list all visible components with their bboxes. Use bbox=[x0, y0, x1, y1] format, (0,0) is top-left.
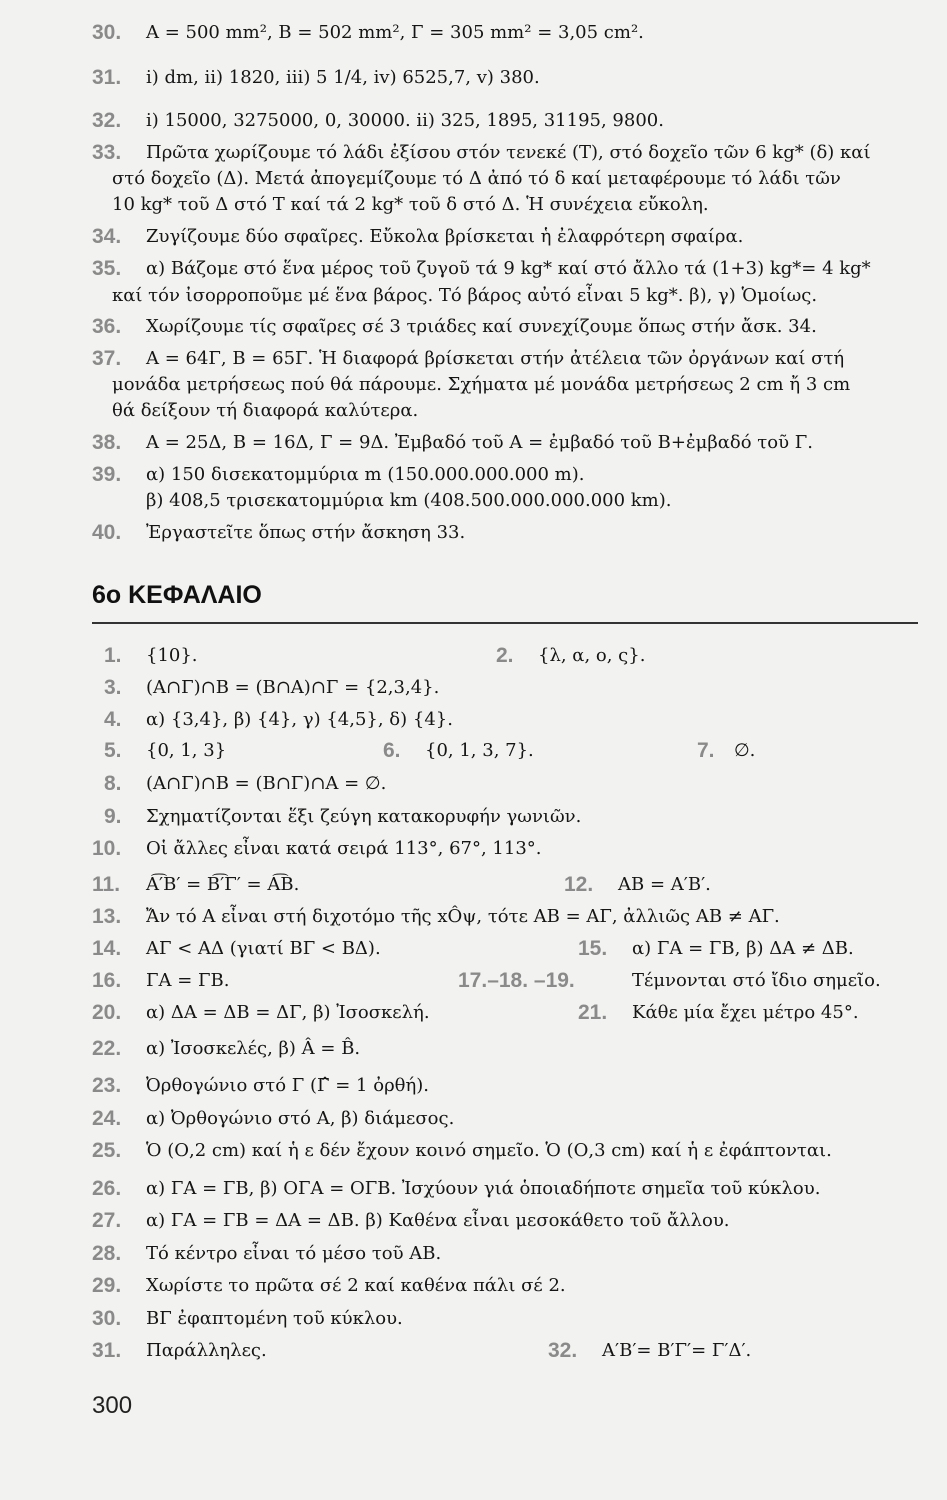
answer-number: 13. bbox=[92, 905, 122, 928]
answer-number: 31. bbox=[92, 1339, 122, 1362]
answer-text: {0, 1, 3, 7}. bbox=[425, 740, 534, 761]
answer-text: α) ΔΑ = ΔΒ = ΔΓ, β) Ἰσοσκελή. bbox=[146, 1002, 430, 1023]
answer-text: Ζυγίζουμε δύο σφαῖρες. Εὔκολα βρίσκεται ἡ ἐλαφρότερη σφαίρα. bbox=[146, 226, 744, 247]
answer-text: Α = 500 mm², Β = 502 mm², Γ = 305 mm² = 3,05 cm². bbox=[146, 22, 644, 43]
answer-text: Χωρίστε το πρῶτα σέ 2 καί καθένα πάλι σέ 2. bbox=[146, 1275, 566, 1296]
answer-text: ΒΓ ἐφαπτομένη τοῦ κύκλου. bbox=[146, 1308, 403, 1329]
answer-text: α) ΓΑ = ΓΒ, β) ΔΑ ≠ ΔΒ. bbox=[632, 938, 854, 959]
answer-number: 10. bbox=[92, 837, 122, 860]
answer-text: (Α∩Γ)∩Β = (Β∩Γ)∩Α = ∅. bbox=[146, 773, 387, 794]
answer-number: 23. bbox=[92, 1074, 122, 1097]
answer-text: Ὁ (Ο,2 cm) καί ἡ ε δέν ἔχουν κοινό σημεῖο. Ὁ (Ο,3 cm) καί ἡ ε ἐφάπτονται. bbox=[146, 1140, 832, 1161]
answer-number: 20. bbox=[92, 1001, 122, 1024]
answer-number: 7. bbox=[697, 739, 715, 762]
answer-number: 11. bbox=[92, 873, 121, 896]
answer-number: 32. bbox=[92, 109, 122, 132]
answer-text: Ὀρθογώνιο στό Γ (Γ̂ = 1 ὀρθή). bbox=[146, 1075, 430, 1096]
answer-text: α) Βάζομε στό ἕνα μέρος τοῦ ζυγοῦ τά 9 kg* καί στό ἄλλο τά (1+3) kg*= 4 kg* bbox=[146, 258, 871, 279]
answer-number: 22. bbox=[92, 1037, 122, 1060]
chapter-divider bbox=[92, 622, 918, 624]
answer-number: 36. bbox=[92, 315, 122, 338]
answer-text: α) Ἰσοσκελές, β) Â = B̂. bbox=[146, 1038, 361, 1059]
answer-number: 30. bbox=[92, 1307, 122, 1330]
answer-text: α) {3,4}, β) {4}, γ) {4,5}, δ) {4}. bbox=[146, 709, 453, 730]
answer-text: 10 kg* τοῦ Δ στό Τ καί τά 2 kg* τοῦ δ στό Δ. Ἡ συνέχεια εὔκολη. bbox=[112, 194, 709, 215]
answer-number: 12. bbox=[564, 873, 594, 896]
answer-number: 3. bbox=[104, 676, 122, 699]
answer-number: 30. bbox=[92, 21, 122, 44]
answer-text: ΑΒ = Α′Β′. bbox=[618, 874, 711, 895]
answer-text: i) dm, ii) 1820, iii) 5 1/4, iv) 6525,7, v) 380. bbox=[146, 67, 540, 88]
answer-number: 31. bbox=[92, 66, 122, 89]
answer-number: 14. bbox=[92, 937, 122, 960]
answer-number: 28. bbox=[92, 1242, 122, 1265]
answer-text: α) ΓΑ = ΓΒ = ΔΑ = ΔΒ. β) Καθένα εἶναι μεσοκάθετο τοῦ ἄλλου. bbox=[146, 1210, 730, 1231]
answer-text: ΓΑ = ΓΒ. bbox=[146, 970, 230, 991]
answer-text: Πρῶτα χωρίζουμε τό λάδι ἐξίσου στόν τενεκέ (Τ), στό δοχεῖο τῶν 6 kg* (δ) καί bbox=[146, 142, 871, 163]
answer-text: Ἐργαστεῖτε ὅπως στήν ἄσκηση 33. bbox=[146, 522, 466, 543]
answer-text: Α͡′Β′ = Β͡′Γ′ = Α͡Β. bbox=[146, 874, 300, 895]
answer-text: α) Ὀρθογώνιο στό Α, β) διάμεσος. bbox=[146, 1108, 455, 1129]
answer-text: β) 408,5 τρισεκατομμύρια km (408.500.000.000.000 km). bbox=[146, 490, 672, 511]
answer-text: Τέμνονται στό ἴδιο σημεῖο. bbox=[632, 970, 881, 991]
answer-number: 5. bbox=[104, 739, 122, 762]
answer-text: Σχηματίζονται ἕξι ζεύγη κατακορυφήν γωνιῶν. bbox=[146, 806, 582, 827]
answer-number: 4. bbox=[104, 708, 122, 731]
answer-text: Ἄν τό Α εἶναι στή διχοτόμο τῆς xÔψ, τότε ΑΒ = ΑΓ, ἀλλιῶς ΑΒ ≠ ΑΓ. bbox=[146, 906, 780, 927]
answer-text: α) 150 δισεκατομμύρια m (150.000.000.000 m). bbox=[146, 464, 585, 485]
page-number: 300 bbox=[92, 1392, 133, 1419]
answer-text: Οἱ ἄλλες εἶναι κατά σειρά 113°, 67°, 113°. bbox=[146, 838, 542, 859]
answer-number: 16. bbox=[92, 969, 122, 992]
answer-number: 2. bbox=[496, 644, 514, 667]
answer-number: 35. bbox=[92, 257, 122, 280]
answer-number: 25. bbox=[92, 1139, 122, 1162]
answer-number: 33. bbox=[92, 141, 122, 164]
answer-number: 9. bbox=[104, 805, 122, 828]
answer-text: ∅. bbox=[734, 740, 756, 761]
answer-number: 40. bbox=[92, 521, 122, 544]
answer-text: Α = 25Δ, Β = 16Δ, Γ = 9Δ. Ἐμβαδό τοῦ Α = ἐμβαδό τοῦ Β+ἐμβαδό τοῦ Γ. bbox=[146, 432, 813, 453]
answer-number: 32. bbox=[548, 1339, 578, 1362]
answer-text: στό δοχεῖο (Δ). Μετά ἀπογεμίζουμε τό Δ ἀπό τό δ καί μεταφέρουμε τό λάδι τῶν bbox=[112, 168, 841, 189]
answer-number: 29. bbox=[92, 1274, 122, 1297]
answer-text: Α = 64Γ, Β = 65Γ. Ἡ διαφορά βρίσκεται στήν ἀτέλεια τῶν ὀργάνων καί στή bbox=[146, 348, 845, 369]
answer-text: Χωρίζουμε τίς σφαῖρες σέ 3 τριάδες καί συνεχίζουμε ὅπως στήν ἄσκ. 34. bbox=[146, 316, 817, 337]
answer-text: Κάθε μία ἔχει μέτρο 45°. bbox=[632, 1002, 859, 1023]
answer-number: 8. bbox=[104, 772, 122, 795]
answer-text: {10}. bbox=[146, 645, 198, 666]
answer-text: Τό κέντρο εἶναι τό μέσο τοῦ ΑΒ. bbox=[146, 1243, 442, 1264]
answer-text: Α′Β′= Β′Γ′= Γ′Δ′. bbox=[602, 1340, 752, 1361]
answer-number: 26. bbox=[92, 1177, 122, 1200]
answer-number: 24. bbox=[92, 1107, 122, 1130]
answer-text: {λ, α, ο, ς}. bbox=[538, 645, 646, 666]
answer-text: μονάδα μετρήσεως πού θά πάρουμε. Σχήματα μέ μονάδα μετρήσεως 2 cm ἤ 3 cm bbox=[112, 374, 851, 395]
answer-number: 37. bbox=[92, 347, 122, 370]
answer-number: 21. bbox=[578, 1001, 608, 1024]
answer-text: i) 15000, 3275000, 0, 30000. ii) 325, 1895, 31195, 9800. bbox=[146, 110, 664, 131]
answer-text: θά δείξουν τή διαφορά καλύτερα. bbox=[112, 400, 419, 421]
answer-text: Παράλληλες. bbox=[146, 1340, 267, 1361]
answer-number: 38. bbox=[92, 431, 122, 454]
answer-number: 39. bbox=[92, 463, 122, 486]
chapter-title: 6ο ΚΕΦΑΛΑΙΟ bbox=[92, 581, 262, 609]
answer-number: 6. bbox=[383, 739, 401, 762]
answer-number: 34. bbox=[92, 225, 122, 248]
answer-text: καί τόν ἰσορροποῦμε μέ ἕνα βάρος. Τό βάρος αὐτό εἶναι 5 kg*. β), γ) Ὁμοίως. bbox=[112, 285, 818, 306]
answer-text: {0, 1, 3} bbox=[146, 740, 227, 761]
answer-number: 17.–18. –19. bbox=[458, 969, 575, 992]
answer-text: ΑΓ < ΑΔ (γιατί ΒΓ < ΒΔ). bbox=[146, 938, 381, 959]
answer-number: 1. bbox=[104, 644, 122, 667]
answer-number: 15. bbox=[578, 937, 608, 960]
answer-text: (Α∩Γ)∩Β = (Β∩Α)∩Γ = {2,3,4}. bbox=[146, 677, 440, 698]
answer-number: 27. bbox=[92, 1209, 122, 1232]
answer-text: α) ΓΑ = ΓΒ, β) ΟΓΑ = ΟΓΒ. Ἰσχύουν γιά ὁποιαδήποτε σημεῖα τοῦ κύκλου. bbox=[146, 1178, 821, 1199]
